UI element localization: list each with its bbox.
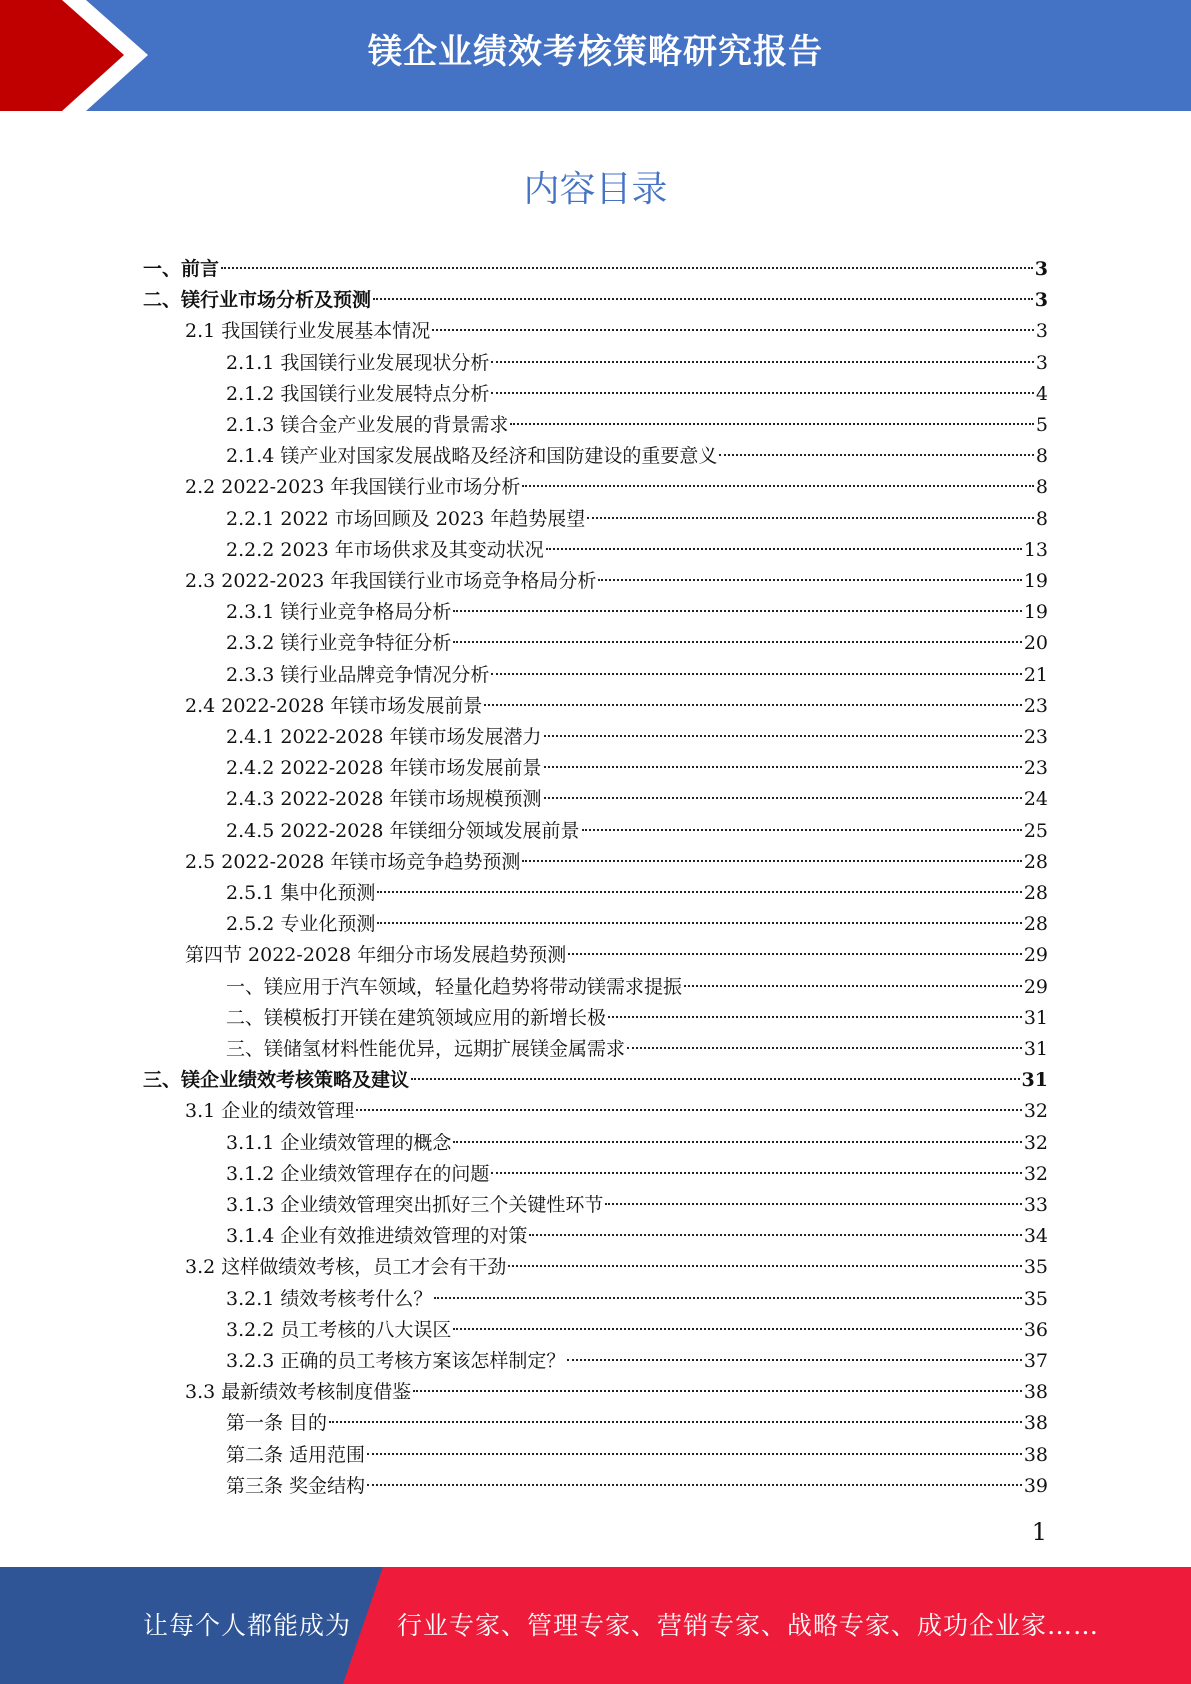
toc-entry-label: 2.4.1 2022-2028 年镁市场发展潜力 <box>226 726 542 748</box>
toc-entry-label: 第二条 适用范围 <box>226 1444 366 1466</box>
toc-entry-page: 33 <box>1023 1194 1048 1216</box>
toc-entry[interactable] <box>143 254 1048 285</box>
toc-entry-page: 32 <box>1023 1132 1048 1154</box>
toc-entry-label: 2.4 2022-2028 年镁市场发展前景 <box>185 695 483 717</box>
toc-entry-page: 35 <box>1023 1256 1048 1278</box>
toc-heading: 内容目录 <box>523 169 668 210</box>
toc-entry[interactable] <box>226 1284 1048 1315</box>
toc-entry[interactable] <box>226 972 1048 1003</box>
toc-entry-label: 2.1 我国镁行业发展基本情况 <box>185 320 431 342</box>
toc-leader-dots <box>491 1172 1021 1174</box>
toc-leader-dots <box>587 517 1034 519</box>
toc-entry[interactable] <box>185 316 1048 347</box>
toc-entry-page: 36 <box>1023 1319 1048 1341</box>
toc-entry-label: 第四节 2022-2028 年细分市场发展趋势预测 <box>185 944 567 966</box>
toc-entry-label: 2.5.2 专业化预测 <box>226 913 376 935</box>
toc-entry-page: 32 <box>1023 1100 1048 1122</box>
toc-entry[interactable] <box>226 909 1048 940</box>
toc-leader-dots <box>491 673 1021 675</box>
toc-entry-page: 4 <box>1035 383 1048 405</box>
toc-entry-label: 三、镁企业绩效考核策略及建议 <box>143 1069 410 1091</box>
toc-entry-page: 29 <box>1023 976 1048 998</box>
toc-leader-dots <box>491 392 1034 394</box>
toc-entry-label: 二、镁模板打开镁在建筑领域应用的新增长极 <box>226 1007 607 1029</box>
toc-entry-page: 23 <box>1023 757 1048 779</box>
toc-entry-label: 3.3 最新绩效考核制度借鉴 <box>185 1381 412 1403</box>
toc-entry-label: 三、镁储氢材料性能优异，远期扩展镁金属需求 <box>226 1038 626 1060</box>
toc-leader-dots <box>377 922 1021 924</box>
toc-leader-dots <box>367 1484 1022 1486</box>
toc-leader-dots <box>432 329 1034 331</box>
toc-leader-dots <box>508 1265 1022 1267</box>
toc-entry[interactable] <box>226 1190 1048 1221</box>
toc-entry-page: 19 <box>1023 601 1048 623</box>
toc-entry-label: 2.2 2022-2023 年我国镁行业市场分析 <box>185 476 521 498</box>
toc-entry-label: 3.2.3 正确的员工考核方案该怎样制定？ <box>226 1350 566 1372</box>
toc-entry[interactable] <box>185 1377 1048 1408</box>
toc-leader-dots <box>411 1078 1020 1080</box>
toc-leader-dots <box>367 1453 1022 1455</box>
toc-entry-label: 3.1.3 企业绩效管理突出抓好三个关键性环节 <box>226 1194 604 1216</box>
toc-entry[interactable] <box>185 691 1048 722</box>
toc-entry[interactable] <box>226 1034 1048 1065</box>
toc-entry-label: 3.2.2 员工考核的八大误区 <box>226 1319 452 1341</box>
toc-entry-page: 32 <box>1023 1163 1048 1185</box>
toc-entry-label: 一、镁应用于汽车领域，轻量化趋势将带动镁需求提振 <box>226 976 683 998</box>
toc-leader-dots <box>434 1297 1021 1299</box>
toc-leader-dots <box>627 1047 1022 1049</box>
toc-entry-page: 31 <box>1023 1038 1048 1060</box>
page-number: 1 <box>1031 1518 1047 1546</box>
toc-entry-label: 2.1.3 镁合金产业发展的背景需求 <box>226 414 509 436</box>
toc-entry[interactable] <box>185 472 1048 503</box>
toc-leader-dots <box>605 1203 1021 1205</box>
toc-leader-dots <box>221 267 1033 269</box>
toc-entry[interactable] <box>226 504 1048 535</box>
toc-entry-label: 2.3.3 镁行业品牌竞争情况分析 <box>226 664 490 686</box>
toc-entry[interactable] <box>185 940 1048 971</box>
toc-entry-page: 31 <box>1023 1007 1048 1029</box>
toc-leader-dots <box>582 829 1022 831</box>
toc-entry[interactable] <box>226 660 1048 691</box>
toc-entry[interactable] <box>143 1065 1048 1096</box>
toc-entry-page: 28 <box>1023 851 1048 873</box>
toc-entry-label: 3.2 这样做绩效考核，员工才会有干劲 <box>185 1256 507 1278</box>
toc-leader-dots <box>453 1141 1021 1143</box>
toc-entry-label: 2.2.1 2022 市场回顾及 2023 年趋势展望 <box>226 508 586 530</box>
toc-leader-dots <box>373 298 1033 300</box>
toc-entry-label: 3.1.2 企业绩效管理存在的问题 <box>226 1163 490 1185</box>
toc-entry-label: 3.1.4 企业有效推进绩效管理的对策 <box>226 1225 528 1247</box>
toc-entry-label: 3.1 企业的绩效管理 <box>185 1100 355 1122</box>
toc-entry-page: 29 <box>1023 944 1048 966</box>
toc-leader-dots <box>568 953 1022 955</box>
toc-entry[interactable] <box>226 878 1048 909</box>
toc-entry-page: 3 <box>1035 352 1048 374</box>
toc-entry[interactable] <box>226 816 1048 847</box>
page-header <box>0 0 1191 111</box>
toc-leader-dots <box>544 735 1022 737</box>
toc-entry-label: 二、镁行业市场分析及预测 <box>143 289 372 311</box>
toc-entry-page: 28 <box>1023 913 1048 935</box>
toc-entry[interactable] <box>226 348 1048 379</box>
toc-entry[interactable] <box>226 379 1048 410</box>
toc-entry-page: 38 <box>1023 1412 1048 1434</box>
toc-entry-page: 19 <box>1023 570 1048 592</box>
toc-entry[interactable] <box>185 1096 1048 1127</box>
toc-entry[interactable] <box>143 285 1048 316</box>
toc-entry[interactable] <box>226 1440 1048 1471</box>
toc-entry-label: 第一条 目的 <box>226 1412 328 1434</box>
toc-entry-page: 8 <box>1035 476 1048 498</box>
toc-entry[interactable] <box>226 1003 1048 1034</box>
footer-slogan-right: 行业专家、管理专家、营销专家、战略专家、成功企业家…… <box>397 1611 1100 1640</box>
toc-entry[interactable] <box>226 1159 1048 1190</box>
toc-entry-label: 2.3.2 镁行业竞争特征分析 <box>226 632 452 654</box>
report-title: 镁企业绩效考核策略研究报告 <box>368 32 823 72</box>
toc-leader-dots <box>567 1359 1021 1361</box>
toc-entry-label: 2.3 2022-2023 年我国镁行业市场竞争格局分析 <box>185 570 597 592</box>
toc-entry-page: 38 <box>1023 1381 1048 1403</box>
toc-leader-dots <box>544 766 1022 768</box>
toc-leader-dots <box>413 1390 1022 1392</box>
toc-entry-label: 2.4.2 2022-2028 年镁市场发展前景 <box>226 757 542 779</box>
toc-entry[interactable] <box>226 1315 1048 1346</box>
toc-entry[interactable] <box>185 847 1048 878</box>
toc-entry-label: 3.1.1 企业绩效管理的概念 <box>226 1132 452 1154</box>
toc-leader-dots <box>377 891 1021 893</box>
toc-entry[interactable] <box>226 1221 1048 1252</box>
toc-leader-dots <box>356 1109 1022 1111</box>
toc-leader-dots <box>484 704 1021 706</box>
toc-leader-dots <box>544 797 1022 799</box>
toc-entry[interactable] <box>226 628 1048 659</box>
toc-leader-dots <box>684 985 1022 987</box>
toc-leader-dots <box>719 454 1034 456</box>
toc-entry-label: 2.1.2 我国镁行业发展特点分析 <box>226 383 490 405</box>
toc-entry[interactable] <box>226 441 1048 472</box>
toc-leader-dots <box>453 1328 1021 1330</box>
toc-entry-page: 25 <box>1023 820 1048 842</box>
toc-leader-dots <box>608 1016 1022 1018</box>
toc-entry-page: 37 <box>1023 1350 1048 1372</box>
toc-entry[interactable] <box>226 1408 1048 1439</box>
toc-entry[interactable] <box>226 1128 1048 1159</box>
toc-entry[interactable] <box>226 535 1048 566</box>
toc-entry-label: 2.1.1 我国镁行业发展现状分析 <box>226 352 490 374</box>
toc-entry-label: 一、前言 <box>143 258 220 280</box>
toc-entry-page: 3 <box>1035 320 1048 342</box>
toc-leader-dots <box>522 485 1033 487</box>
toc-entry-page: 23 <box>1023 726 1048 748</box>
toc-entry-label: 3.2.1 绩效考核考什么？ <box>226 1288 433 1310</box>
footer-slogan-left: 让每个人都能成为 <box>143 1611 352 1640</box>
toc-leader-dots <box>522 860 1021 862</box>
toc-leader-dots <box>453 641 1021 643</box>
toc-entry-label: 2.2.2 2023 年市场供求及其变动状况 <box>226 539 544 561</box>
toc-entry-page: 38 <box>1023 1444 1048 1466</box>
toc-entry[interactable] <box>226 784 1048 815</box>
toc-entry-page: 3 <box>1034 289 1048 311</box>
toc-leader-dots <box>510 423 1034 425</box>
toc-entry-label: 2.3.1 镁行业竞争格局分析 <box>226 601 452 623</box>
toc-entry[interactable] <box>226 410 1048 441</box>
toc-entry-label: 2.1.4 镁产业对国家发展战略及经济和国防建设的重要意义 <box>226 445 718 467</box>
toc-entry-page: 8 <box>1035 445 1048 467</box>
toc-entry[interactable] <box>226 722 1048 753</box>
toc-entry[interactable] <box>185 1252 1048 1283</box>
toc-entry-label: 2.4.5 2022-2028 年镁细分领域发展前景 <box>226 820 580 842</box>
toc-entry-page: 34 <box>1023 1225 1048 1247</box>
toc-entry-page: 3 <box>1034 258 1048 280</box>
toc-leader-dots <box>598 579 1021 581</box>
toc-leader-dots <box>546 548 1022 550</box>
toc-entry-page: 13 <box>1023 539 1048 561</box>
toc-entry-page: 21 <box>1023 664 1048 686</box>
toc-entry-page: 39 <box>1023 1475 1048 1497</box>
toc-entry-page: 5 <box>1035 414 1048 436</box>
toc-entry-page: 23 <box>1023 695 1048 717</box>
toc-entry-page: 24 <box>1023 788 1048 810</box>
toc-entry-page: 31 <box>1021 1069 1048 1091</box>
toc-entry-page: 20 <box>1023 632 1048 654</box>
toc-entry[interactable] <box>226 753 1048 784</box>
toc-entry[interactable] <box>226 1471 1048 1502</box>
toc-entry-label: 2.4.3 2022-2028 年镁市场规模预测 <box>226 788 542 810</box>
toc-entry-label: 2.5 2022-2028 年镁市场竞争趋势预测 <box>185 851 521 873</box>
page-footer <box>0 1567 1191 1684</box>
toc-leader-dots <box>453 610 1021 612</box>
toc-entry[interactable] <box>226 1346 1048 1377</box>
toc-leader-dots <box>529 1234 1021 1236</box>
toc-entry-page: 8 <box>1035 508 1048 530</box>
toc-leader-dots <box>329 1421 1022 1423</box>
toc-entry-page: 28 <box>1023 882 1048 904</box>
toc-entry-page: 35 <box>1023 1288 1048 1310</box>
toc-entry[interactable] <box>185 566 1048 597</box>
toc-leader-dots <box>491 361 1034 363</box>
toc-entry-label: 第三条 奖金结构 <box>226 1475 366 1497</box>
toc-entry[interactable] <box>226 597 1048 628</box>
toc-entry-label: 2.5.1 集中化预测 <box>226 882 376 904</box>
